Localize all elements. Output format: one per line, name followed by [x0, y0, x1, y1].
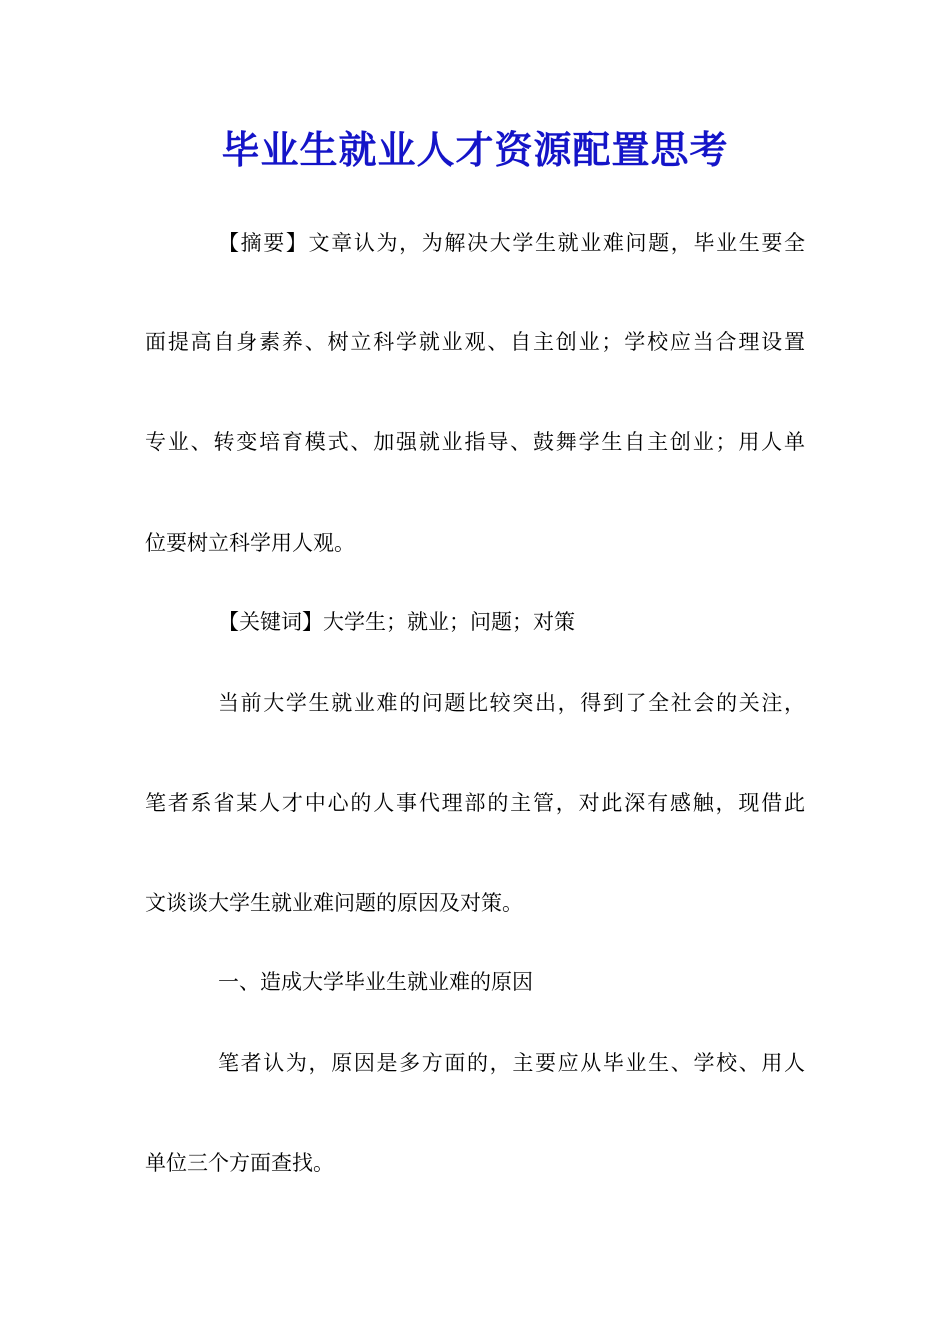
abstract-line-4: 位要树立科学用人观。 [145, 531, 355, 555]
intro-line-1: 当前大学生就业难的问题比较突出，得到了全社会的关注， [218, 691, 805, 715]
keywords-line: 【关键词】大学生；就业；问题；对策 [218, 610, 575, 634]
intro-line-2: 笔者系省某人才中心的人事代理部的主管，对此深有感触，现借此 [145, 791, 805, 815]
abstract-line-1: 【摘要】文章认为，为解决大学生就业难问题，毕业生要全 [218, 231, 805, 255]
abstract-line-2: 面提高自身素养、树立科学就业观、自主创业；学校应当合理设置 [145, 330, 805, 354]
intro-line-3: 文谈谈大学生就业难问题的原因及对策。 [145, 891, 523, 915]
body-line-2: 单位三个方面查找。 [145, 1151, 334, 1175]
document-title: 毕业生就业人才资源配置思考 [221, 127, 729, 172]
abstract-line-3: 专业、转变培育模式、加强就业指导、鼓舞学生自主创业；用人单 [145, 430, 805, 454]
section-heading: 一、造成大学毕业生就业难的原因 [218, 970, 533, 994]
body-line-1: 笔者认为，原因是多方面的，主要应从毕业生、学校、用人 [218, 1051, 805, 1075]
